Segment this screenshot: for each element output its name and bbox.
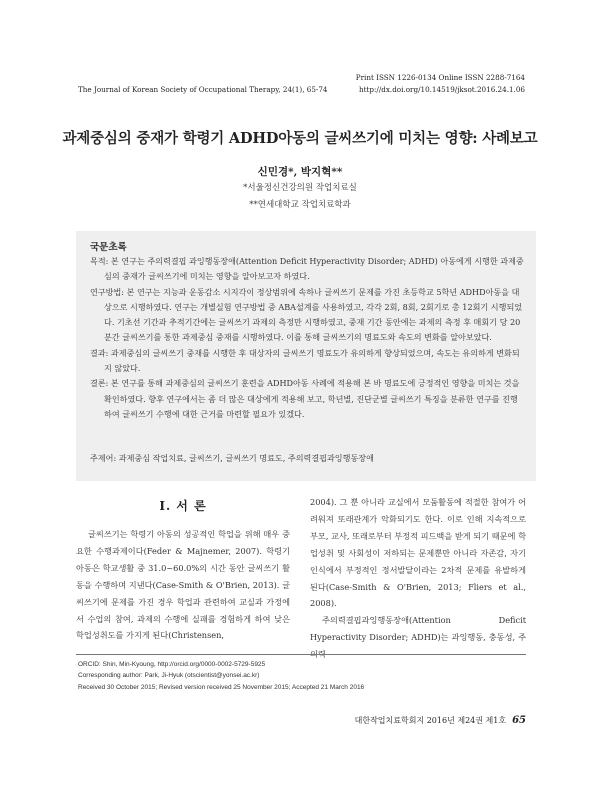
journal-citation: The Journal of Korean Society of Occupational Therapy, 24(1), 65-74 — [78, 85, 328, 94]
footnote-divider — [76, 654, 526, 655]
keywords: 주제어: 과제중심 작업치료, 글씨쓰기, 글씨쓰기 명료도, 주의력결핍과잉행동장애 — [90, 453, 374, 463]
author-list: 신민경*, 박지혁** — [257, 166, 343, 178]
affiliation-1: *서울정신건강의원 작업치료실 — [243, 183, 357, 193]
page-footer — [355, 715, 526, 726]
paragraph: 주의력결핍과잉행동장애(Attention Deficit Hyperactivity Disorder; ADHD)는 과잉행동, 충동성, 주의력 — [310, 615, 526, 660]
received-dates-note: Received 30 October 2015; Revised version received 25 November 2015; Accepted 21 March 2016 — [78, 683, 365, 691]
left-column — [76, 526, 290, 644]
orcid-note: ORCID: Shin, Min-Kyoung, http://orcid.org/0000-0002-5729-5925 — [78, 661, 266, 668]
doi-link[interactable]: http://dx.doi.org/10.14519/jksot.2016.24.1.06 — [358, 85, 525, 94]
paragraph: 글씨쓰기는 학령기 아동의 성공적인 학업을 위해 매우 중요한 수행과제이다(Feder & Majnemer, 2007). 학령기 아동은 학교생활 중 31.0~60.0%의 시간 동안 글씨쓰기 활동을 수행하며 지낸다(Case-Smith & O'Brien, 2013). 글씨쓰기에 문제를 가진 경우 학업과 관련하여 교실과 가정에서 수업의 참여, 과제의 수행에 실패를 경험하게 하여 낮은 학업성취도를 가지게 된다(Christensen, — [76, 529, 290, 641]
paragraph: 2004). 그 뿐 아니라 교실에서 모둠활동에 적절한 참여가 어려워져 또래관계가 악화되기도 한다. 이로 인해 지속적으로 부모, 교사, 또래로부터 부정적 피드백을 받게 되기 때문에 학업성취 및 사회성이 저하되는 문제뿐만 아니라 자존감, 자기인식에서 부정적인 정서발달이라는 2차적 문제를 유발하게 된다(Case-Smith & O'Brien, 2013; Fliers et al., 2008). — [310, 497, 526, 609]
journal-footer-name: 대한작업치료학회지 2016년 제24권 제1호 — [354, 716, 507, 725]
abstract-body — [90, 254, 524, 422]
affiliation-2: **연세대학교 작업치료학과 — [249, 200, 351, 210]
section-title: Ⅰ. 서 론 — [159, 499, 207, 513]
corresponding-author-note: Corresponding author: Park, Ji-Hyuk (otscientist@yonsei.ac.kr) — [78, 672, 260, 680]
abstract-conclusion: 결론: 본 연구를 통해 과제중심의 글씨쓰기 훈련을 ADHD아동 사례에 적용해 본 바 명료도에 긍정적인 영향을 미치는 것을 확인하였다. 향후 연구에서는 좀 더 많은 대상에게 적용해 보고, 학년별, 진단군별 글씨쓰기 특징을 분류한 연구를 진행하여 글씨쓰기 수행에 대한 근거를 마련할 필요가 있겠다. — [90, 378, 520, 419]
issn-line: Print ISSN 1226-0134 Online ISSN 2288-7164 — [355, 73, 525, 82]
abstract-methods: 연구방법: 본 연구는 지능과 운동감소 시지각이 정상범위에 속하나 글씨쓰기 문제를 가진 초등학교 5학년 ADHD아동을 대상으로 시행하였다. 연구는 개별실험 연구방법 중 ABA설계를 사용하였고, 각각 2회, 8회, 2회기로 총 12회기 시행되었다. 기초선 기간과 추적기간에는 글씨쓰기 과제의 측정만 시행하였고, 중재 기간 동안에는 과제의 측정 후 매회기 당 20분간 글씨쓰기를 통한 과제중심 중재를 시행하였다. 이를 통해 글씨쓰기의 명료도와 속도의 변화를 알아보았다. — [90, 286, 523, 343]
footnotes — [78, 659, 364, 693]
abstract-heading: 국문초록 — [90, 242, 127, 253]
paper-title: 과제중심의 중재가 학령기 ADHD아동의 글씨쓰기에 미치는 영향: 사례보고 — [62, 130, 538, 147]
right-column — [310, 494, 526, 663]
page-number: 65 — [512, 715, 526, 726]
abstract-purpose: 목적: 본 연구는 주의력결핍 과잉행동장애(Attention Deficit Hyperactivity Disorder; ADHD) 아동에게 시행한 과제중심의 중재가 글씨쓰기에 미치는 영향을 알아보고자 하였다. — [90, 256, 524, 282]
abstract-results: 결과: 과제중심의 글씨쓰기 중재를 시행한 후 대상자의 글씨쓰기 명료도가 유의하게 향상되었으며, 속도는 유의하게 변화되지 않았다. — [90, 347, 520, 374]
